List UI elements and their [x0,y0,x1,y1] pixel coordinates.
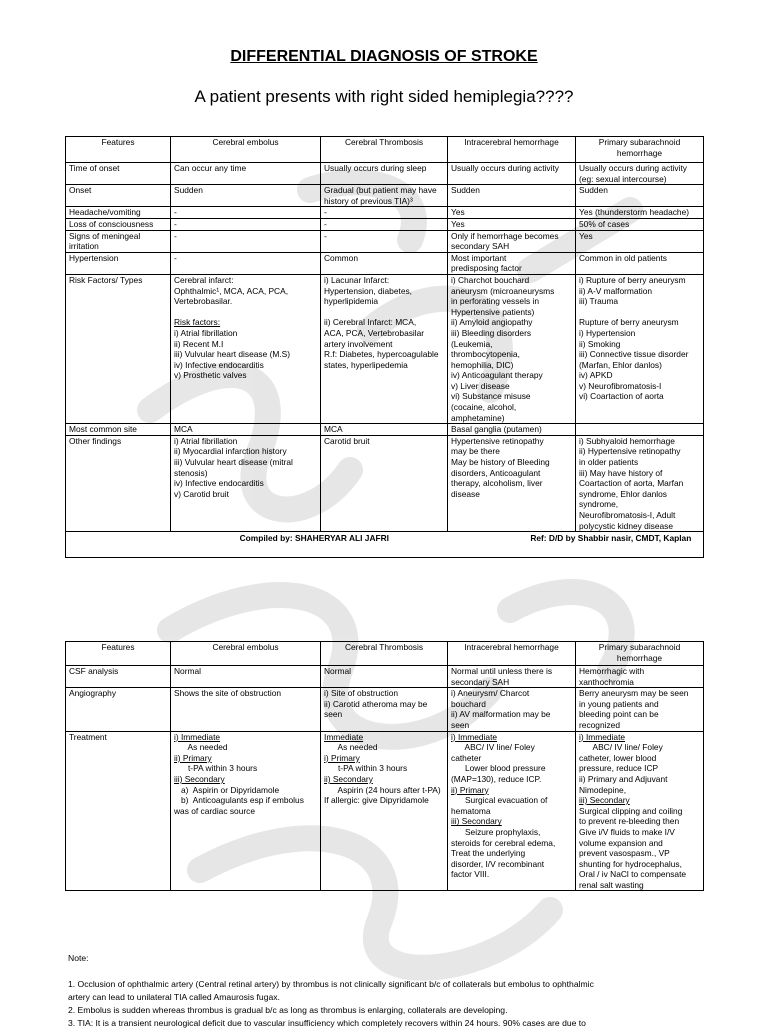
cell-line: b) Anticoagulants esp if embolus [174,795,304,806]
cell-line: was of cardiac source [174,805,255,816]
cell-line: Hypertensive retinopathy [451,435,544,446]
cell-line: i) Aneurysm/ Charcot [451,688,530,699]
cell-line: Treat the underlying [451,848,526,859]
cell-line: Ophthalmic¹, MCA, ACA, PCA, [174,285,289,296]
cell-line: hemophilia, DIC) [451,359,514,370]
cell-line: shunting for hydrocephalus, [579,858,682,869]
cell-line: Usually occurs during activity [579,163,687,173]
cell-line: Can occur any time [174,163,247,173]
cell-line: Risk factors: [174,317,221,328]
row-cell [576,207,704,219]
cell-line: ii) Primary and Adjuvant [579,773,668,784]
cell-line: i) Atrial fibrillation [174,435,238,446]
row-cell [321,185,448,207]
row-cell [448,207,576,219]
row-feature: Loss of consciousness [66,218,171,230]
cell-line: (eg: sexual intercourse) [579,173,667,184]
cell-line: ABC/ IV line/ Foley [579,742,663,753]
row-cell [171,163,321,185]
cell-line: Normal until unless there is [451,666,553,676]
header-intracerebral-hemorrhage: Intracerebral hemorrhage [448,137,576,163]
table-row [66,424,704,436]
row-feature: Other findings [66,435,171,531]
cell-line: - [324,218,327,229]
cell-line: As needed [324,742,378,753]
cell-line: Gradual (but patient may have [324,185,437,196]
cell-line: in young patients and [579,698,659,709]
row-cell [448,688,576,731]
row-cell [321,207,448,219]
row-cell [576,435,704,531]
cell-line: ii) Amyloid angiopathy [451,317,533,328]
table-footer-row [66,532,704,558]
row-cell [448,424,576,436]
cell-line: i) Subhyaloid hemorrhage [579,435,675,446]
cell-line: i) Lacunar Infarct: [324,274,390,285]
cell-line: Give i/V fluids to make I/V [579,826,675,837]
cell-line: polycystic kidney disease [579,520,674,531]
cell-line: thrombocytopenia, [451,349,520,360]
cell-line: Hypertensive patients) [451,306,535,317]
cell-line [174,307,317,318]
cell-line: ii) Cerebral Infarct: MCA, [324,317,417,328]
cell-line: Normal [174,666,201,676]
row-feature: CSF analysis [66,666,171,688]
table-header-row [66,642,704,666]
row-cell [171,185,321,207]
cell-line: Sudden [579,185,608,196]
row-cell [171,424,321,436]
cell-line: Sudden [174,185,203,196]
cell-line: iii) Connective tissue disorder [579,349,689,360]
cell-line: ii) Hypertensive retinopathy [579,446,681,457]
cell-line: renal salt wasting [579,879,644,890]
cell-line: xanthochromia [579,676,634,687]
cell-line: prevent vasospasm., VP [579,848,670,859]
cell-line: Lower blood pressure [451,763,546,774]
cell-line: - [174,252,177,263]
cell-line: Usually occurs during activity [451,163,559,173]
cell-line: disease [451,488,480,499]
table-row [66,207,704,219]
cell-line: (Leukemia, [451,338,493,349]
cell-line: Yes [451,218,465,229]
cell-line: Cerebral infarct: [174,274,234,285]
cell-line: iii) Secondary [451,816,502,827]
cell-line: iii) Bleeding disorders [451,327,532,338]
cell-line: predisposing factor [451,263,522,274]
cell-line: catheter [451,752,482,763]
cell-line: iv) Infective endocarditis [174,478,264,489]
cell-line: Basal ganglia (putamen) [451,424,542,435]
row-feature: Headache/vomiting [66,207,171,219]
cell-line: iii) Vulvular heart disease (mitral [174,457,293,468]
cell-line: Carotid bruit [324,435,370,446]
cell-line: iii) Secondary [174,773,225,784]
note-line: 2. Embolus is sudden whereas thrombus is gradual b/c as long as thrombus is enlarging, collaterals are developing. [68,1005,508,1015]
row-cell [321,230,448,252]
cell-line: As needed [174,742,228,753]
cell-line: amphetamine) [451,412,505,423]
cell-line: recognized [579,719,620,730]
cell-line: May be history of Bleeding [451,457,550,468]
cell-line: iv) Infective endocarditis [174,359,264,370]
row-cell [171,230,321,252]
row-feature: Signs of meningeal irritation [66,230,171,252]
cell-line: i) Charchot bouchard [451,274,530,285]
cell-line: i) Immediate [451,731,498,742]
cell-line: Neurofibromatosis-I, Adult [579,510,676,520]
header-subarachnoid-hemorrhage: Primary subarachnoid hemorrhage [576,642,704,666]
row-cell [576,163,704,185]
cell-line: stenosis) [174,467,208,478]
cell-line: ii) Secondary [324,773,373,784]
cell-line: v) Neurofibromatosis-I [579,380,662,391]
cell-line: (Marfan, Ehlor danlos) [579,359,662,370]
row-cell [321,688,448,731]
row-cell [321,435,448,531]
compiled-by: Compiled by: SHAHERYAR ALI JAFRI [239,533,389,544]
cell-line: - [174,230,177,241]
cell-line: t-PA within 3 hours [174,763,258,774]
cell-line: to prevent re-bleeding then [579,816,680,827]
row-cell [576,218,704,230]
cell-line: ABC/ IV line/ Foley [451,742,535,753]
cell-line: volume expansion and [579,837,663,848]
table-row [66,252,704,274]
cell-line: syndrome, [579,499,619,510]
table-row [66,163,704,185]
cell-line: v) Prosthetic valves [174,370,247,381]
cell-line: secondary SAH [451,676,510,687]
cell-line: Aspirin (24 hours after t-PA) [324,784,441,795]
cell-line: states, hyperlipedemia [324,359,408,370]
cell-line: hematoma [451,805,491,816]
row-cell [171,274,321,423]
cell-line: i) Immediate [174,731,221,742]
cell-line: seen [451,719,470,730]
table-row [66,230,704,252]
header-cerebral-embolus: Cerebral embolus [171,137,321,163]
row-cell [576,230,704,252]
cell-line: i) Hypertension [579,327,636,338]
cell-line: Common in old patients [579,252,667,263]
row-feature: Treatment [66,731,171,891]
cell-line: Common [324,252,358,263]
cell-line: iv) Anticoagulant therapy [451,370,543,381]
cell-line: Surgical evacuation of [451,795,548,806]
reference: Ref: D/D by Shabbir nasir, CMDT, Kaplan [530,533,692,544]
cell-line: Seizure prophylaxis, [451,826,541,837]
header-cerebral-thrombosis: Cerebral Thrombosis [321,137,448,163]
cell-line: Yes [579,230,593,241]
cell-line: i) Atrial fibrillation [174,327,238,338]
row-cell [448,274,576,423]
cell-line: Shows the site of obstruction [174,688,282,699]
row-cell [171,252,321,274]
cell-line: Berry aneurysm may be seen [579,688,689,699]
cell-line: ii) Primary [174,752,212,763]
note-line: 3. TIA: It is a transient neurological deficit due to vascular insufficiency which completely recovers within 24 hours. 90% cases are due to [68,1018,586,1028]
cell-line: secondary SAH [451,241,510,252]
header-cerebral-embolus: Cerebral embolus [171,642,321,666]
row-cell [576,185,704,207]
cell-line: in older patients [579,457,639,468]
row-cell [171,218,321,230]
differential-table-2 [65,641,704,891]
cell-line: iii) May have history of [579,467,663,478]
cell-line: Sudden [451,185,480,196]
cell-line: 50% of cases [579,218,630,229]
notes-section [68,952,748,1030]
cell-line: iii) Vulvular heart disease (M.S) [174,349,291,360]
row-cell [321,731,448,891]
cell-line: MCA [174,424,193,435]
table-row [66,185,704,207]
header-subarachnoid-hemorrhage: Primary subarachnoid hemorrhage [576,137,704,163]
cell-line: Only if hemorrhage becomes [451,230,559,241]
row-feature: Hypertension [66,252,171,274]
cell-line: ii) Recent M.I [174,338,224,349]
cell-line: t-PA within 3 hours [324,763,408,774]
row-cell [576,666,704,688]
table-row [66,731,704,891]
cell-line: iii) Secondary [579,795,630,806]
cell-line: ii) A-V malformation [579,285,653,296]
row-cell [171,435,321,531]
cell-line: ii) Myocardial infarction history [174,446,287,457]
header-features: Features [66,137,171,163]
cell-line: Normal [324,666,351,676]
differential-table-1 [65,136,704,558]
cell-line: i) Rupture of berry aneurysm [579,274,686,285]
cell-line: Usually occurs during sleep [324,163,427,173]
cell-line: Immediate [324,731,364,742]
row-cell [321,274,448,423]
table-row [66,218,704,230]
cell-line: R.f: Diabetes, hypercoagulable [324,349,439,360]
cell-line: pressure, reduce ICP [579,763,659,774]
cell-line: ii) Smoking [579,338,621,349]
row-cell [448,731,576,891]
cell-line: a) Aspirin or Dipyridamole [174,784,280,795]
row-cell [321,424,448,436]
cell-line: (cocaine, alcohol, [451,402,517,413]
cell-line: - [324,207,327,218]
cell-line: history of previous TIA)³ [324,195,413,206]
cell-line: seen [324,709,343,720]
row-feature: Time of onset [66,163,171,185]
cell-line: i) Immediate [579,731,626,742]
table-header-row [66,137,704,163]
cell-line: may be there [451,446,500,457]
header-cerebral-thrombosis: Cerebral Thrombosis [321,642,448,666]
table-row [66,688,704,731]
row-cell [576,424,704,436]
cell-line: Nimodepine, [579,784,627,795]
cell-line: - [324,230,327,241]
table-row [66,666,704,688]
cell-line: artery involvement [324,338,393,349]
cell-line: therapy, alcoholism, liver [451,478,543,489]
cell-line: factor VIII. [451,869,490,880]
cell-line: v) Carotid bruit [174,488,229,499]
row-feature: Risk Factors/ Types [66,274,171,423]
row-cell [171,731,321,891]
cell-line: in perforating vessels in [451,296,539,307]
cell-line: vi) Substance misuse [451,391,531,402]
cell-line: iii) Trauma [579,296,619,307]
cell-line: disorder, I/V recombinant [451,858,545,869]
footer-cell [66,532,704,558]
row-cell [576,731,704,891]
cell-line: hyperlipidemia [324,296,378,307]
row-cell [448,666,576,688]
row-cell [171,207,321,219]
row-cell [448,163,576,185]
cell-line: Yes [451,207,465,218]
cell-line: Oral / iv NaCl to compensate [579,869,687,880]
table-row [66,435,704,531]
row-cell [321,163,448,185]
row-cell [448,218,576,230]
cell-line: Coartaction of aorta, Marfan [579,478,684,489]
page-title: DIFFERENTIAL DIAGNOSIS OF STROKE [230,48,538,65]
row-cell [171,688,321,731]
cell-line: syndrome, Ehlor danlos [579,488,667,499]
row-cell [576,252,704,274]
row-cell [321,218,448,230]
cell-line: v) Liver disease [451,380,510,391]
header-intracerebral-hemorrhage: Intracerebral hemorrhage [448,642,576,666]
cell-line: Surgical clipping and coiling [579,805,683,816]
cell-line: aneurysm (microaneurysms [451,285,555,296]
row-cell [321,666,448,688]
row-cell [448,435,576,531]
row-cell [448,230,576,252]
cell-line: Most important [451,252,507,263]
header-features: Features [66,642,171,666]
cell-line: Rupture of berry aneurysm [579,317,679,328]
cell-line: (MAP=130), reduce ICP. [451,773,542,784]
cell-line: MCA [324,424,343,435]
cell-line: Hypertension, diabetes, [324,285,412,296]
cell-line [324,307,444,318]
cell-line: steroids for cerebral edema, [451,837,556,848]
cell-line: Vertebrobasilar. [174,296,233,307]
cell-line: bleeding point can be [579,709,659,720]
notes-heading: Note: [68,953,89,963]
cell-line: catheter, lower blood [579,752,657,763]
cell-line: iv) APKD [579,370,613,381]
cell-line: - [174,207,177,218]
row-cell [448,185,576,207]
note-line: artery can lead to unilateral TIA called Amaurosis fugax. [68,992,280,1002]
row-feature: Angiography [66,688,171,731]
cell-line: - [174,218,177,229]
row-cell [448,252,576,274]
row-cell [171,666,321,688]
row-feature: Most common site [66,424,171,436]
row-cell [576,274,704,423]
cell-line: ii) AV malformation may be [451,709,551,720]
row-feature: Onset [66,185,171,207]
cell-line: vi) Coartaction of aorta [579,391,664,402]
cell-line: i) Primary [324,752,360,763]
cell-line: disorders, Anticoagulant [451,467,541,478]
page-subtitle: A patient presents with right sided hemiplegia???? [194,87,574,106]
cell-line: i) Site of obstruction [324,688,399,699]
row-cell [576,688,704,731]
note-line: 1. Occlusion of ophthalmic artery (Central retinal artery) by thrombus is not clinically significant b/c of collaterals but embolus to ophthalmic [68,979,594,989]
cell-line: Yes (thunderstorm headache) [579,207,690,218]
cell-line: Hemorrhagic with [579,666,645,676]
cell-line: If allergic: give Dipyridamole [324,795,429,806]
row-cell [321,252,448,274]
cell-line [579,307,700,318]
cell-line: ACA, PCA, Vertebrobasilar [324,327,425,338]
cell-line: ii) Primary [451,784,489,795]
cell-line [579,424,700,435]
table-row [66,274,704,423]
cell-line: ii) Carotid atheroma may be [324,698,428,709]
cell-line: bouchard [451,698,486,709]
